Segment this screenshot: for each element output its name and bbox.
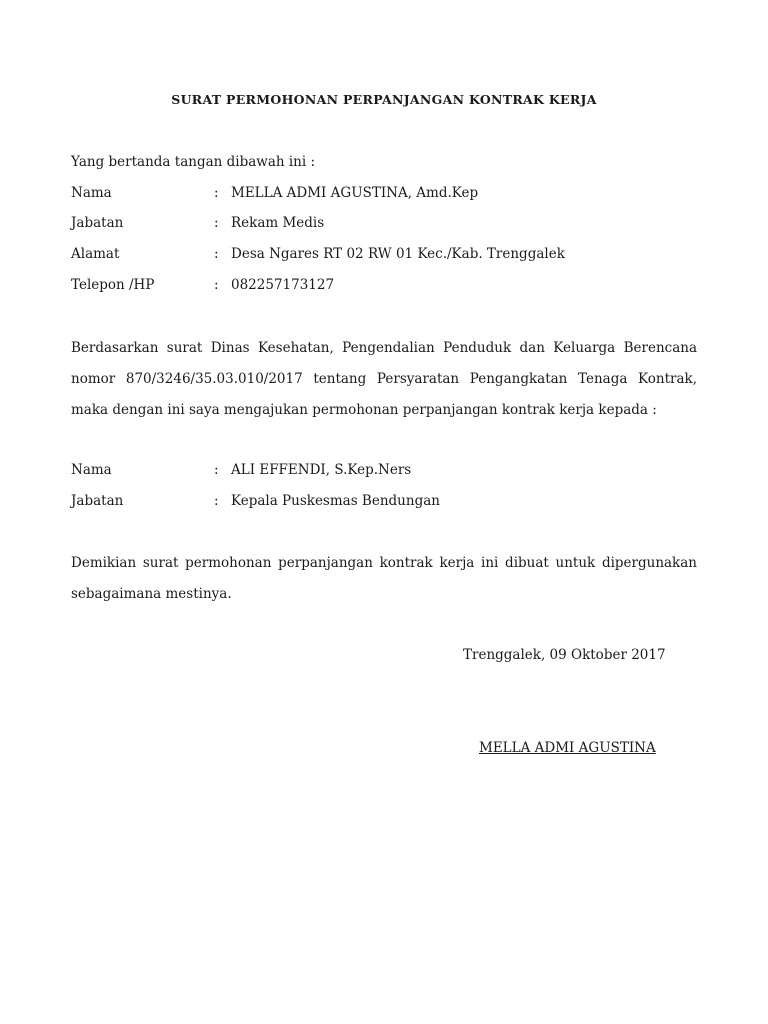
- field-value: MELLA ADMI AGUSTINA, Amd.Kep: [231, 185, 479, 201]
- field-label: Telepon /HP: [71, 277, 155, 293]
- field-separator: :: [214, 462, 219, 478]
- field-value: ALI EFFENDI, S.Kep.Ners: [231, 462, 412, 478]
- applicant-row-position: [71, 215, 691, 235]
- signer-name: MELLA ADMI AGUSTINA: [479, 740, 656, 756]
- field-value: Desa Ngares RT 02 RW 01 Kec./Kab. Trenggalek: [231, 246, 565, 262]
- intro-text: Yang bertanda tangan dibawah ini :: [71, 154, 316, 170]
- field-label: Nama: [71, 185, 112, 201]
- closing-paragraph: Demikian surat permohonan perpanjangan kontrak kerja ini dibuat untuk dipergunakan sebagaimana mestinya.: [71, 555, 697, 602]
- field-separator: :: [214, 493, 219, 509]
- field-value: 082257173127: [231, 277, 335, 293]
- body-paragraph: Berdasarkan surat Dinas Kesehatan, Pengendalian Penduduk dan Keluarga Berencana nomor 870/3246/35.03.010/2017 tentang Persyaratan Pengangkatan Tenaga Kontrak, maka dengan ini saya mengajukan permohonan perpanjangan kontrak kerja kepada :: [71, 340, 697, 418]
- field-separator: :: [214, 215, 219, 231]
- field-separator: :: [214, 277, 219, 293]
- letter-title: SURAT PERMOHONAN PERPANJANGAN KONTRAK KERJA: [171, 92, 597, 107]
- field-label: Nama: [71, 462, 112, 478]
- applicant-row-address: [71, 246, 691, 266]
- applicant-row-name: [71, 185, 691, 205]
- recipient-row-position: [71, 493, 691, 513]
- field-label: Jabatan: [71, 215, 124, 231]
- place-date: Trenggalek, 09 Oktober 2017: [463, 647, 666, 663]
- field-label: Jabatan: [71, 493, 124, 509]
- applicant-row-phone: [71, 277, 691, 297]
- recipient-row-name: [71, 462, 691, 482]
- field-value: Kepala Puskesmas Bendungan: [231, 493, 440, 509]
- field-separator: :: [214, 185, 219, 201]
- field-value: Rekam Medis: [231, 215, 325, 231]
- field-label: Alamat: [71, 246, 120, 262]
- field-separator: :: [214, 246, 219, 262]
